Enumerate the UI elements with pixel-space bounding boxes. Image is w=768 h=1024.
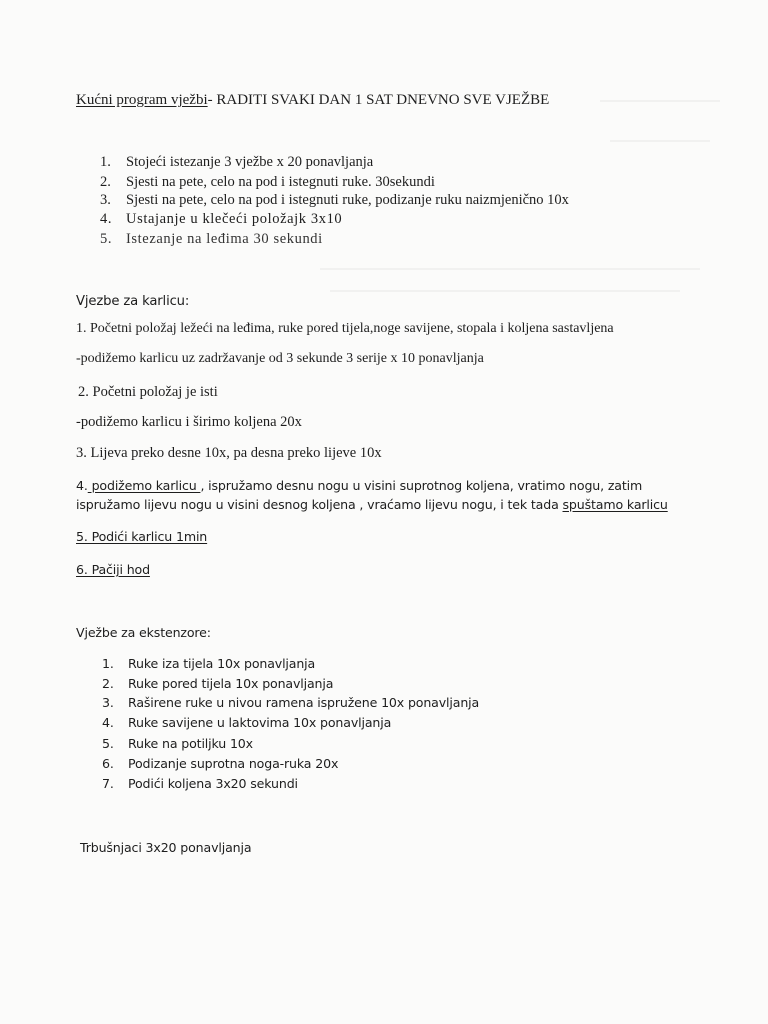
bleed-through-mark [600,100,720,102]
trbusnjaci-line: Trbušnjaci 3x20 ponavljanja [80,840,252,855]
list-number: 2. [102,676,114,691]
list-item [102,756,338,771]
list-item [102,656,315,671]
list-text: Stojeći istezanje 3 vježbe x 20 ponavljanja [126,154,374,170]
karlica-item-5: 5. Podići karlicu 1min [76,529,208,544]
page-title [76,92,549,109]
list-text: Podići koljena 3x20 sekundi [128,776,298,791]
list-number: 3. [102,695,114,710]
list-text: Raširene ruke u nivou ramena ispružene 10x ponavljanja [128,695,480,710]
karlica-item-4-line2 [76,497,668,512]
list-number: 4. [102,715,114,730]
list-number: 5. [102,736,114,751]
section-heading-karlica: Vjezbe za karlicu: [76,294,190,309]
list-item [100,231,323,248]
list-number: 5. [100,231,113,247]
bleed-through-mark [610,140,710,142]
list-item [102,715,391,730]
karlica-item-2: 2. Početni položaj je isti [78,384,218,400]
list-text: Podizanje suprotna noga-ruka 20x [128,756,339,771]
section-heading-ekstenzori: Vježbe za ekstenzore: [76,625,211,640]
list-number: 6. [102,756,114,771]
list-number: 1. [100,154,111,170]
bleed-through-mark [320,268,700,270]
item-text: ispružamo lijevu nogu u visini desnog koljena , vraćamo lijevu nogu, i tek tada [76,497,563,512]
list-item [102,736,253,751]
karlica-item-6: 6. Pačiji hod [76,562,150,577]
item-number: 4. [76,478,88,493]
list-text: Ruke savijene u laktovima 10x ponavljanja [128,715,392,730]
list-item [102,776,298,791]
list-item [100,211,342,228]
karlica-item-1: 1. Početni položaj ležeći na leđima, ruke pored tijela,noge savijene, stopala i koljena sastavljena [76,321,614,336]
title-underlined: Kućni program vježbi [76,92,208,108]
list-item [100,174,435,191]
list-text: Ruke pored tijela 10x ponavljanja [128,676,334,691]
list-item [100,192,569,209]
karlica-item-1-sub: -podižemo karlicu uz zadržavanje od 3 sekunde 3 serije x 10 ponavljanja [76,351,484,366]
underlined-phrase: spuštamo karlicu [562,497,668,512]
list-number: 1. [102,656,114,671]
list-number: 4. [100,211,113,227]
list-text: Istezanje na leđima 30 sekundi [126,231,323,247]
karlica-item-3: 3. Lijeva preko desne 10x, pa desna preko lijeve 10x [76,445,382,461]
underlined-phrase: podižemo karlicu [87,478,201,493]
bleed-through-mark [330,290,680,292]
list-number: 7. [102,776,114,791]
list-item [102,695,479,710]
item-text: , ispružamo desnu nogu u visini suprotnog koljena, vratimo nogu, zatim [200,478,643,493]
karlica-item-4 [76,478,642,493]
list-text: Sjesti na pete, celo na pod i istegnuti ruke. 30sekundi [126,174,435,190]
list-item [100,154,373,171]
list-number: 2. [100,174,111,190]
list-text: Ruke iza tijela 10x ponavljanja [128,656,316,671]
title-rest: - RADITI SVAKI DAN 1 SAT DNEVNO SVE VJEŽBE [207,92,550,108]
list-text: Ruke na potiljku 10x [128,736,253,751]
list-item [102,676,333,691]
karlica-item-2-sub: -podižemo karlicu i širimo koljena 20x [76,414,302,430]
list-text: Sjesti na pete, celo na pod i istegnuti ruke, podizanje ruku naizmjenično 10x [126,192,569,208]
list-text: Ustajanje u klečeći položajk 3x10 [126,211,343,227]
list-number: 3. [100,192,111,208]
